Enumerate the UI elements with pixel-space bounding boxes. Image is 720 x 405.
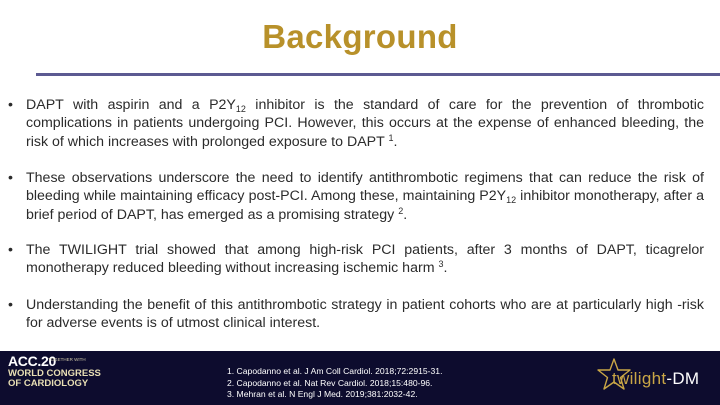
bullet-marker: • bbox=[8, 97, 13, 113]
citation-superscript: 1 bbox=[388, 132, 394, 143]
reference-item: 1. Capodanno et al. J Am Coll Cardiol. 2018;72:2915-31. bbox=[227, 366, 443, 376]
bullet-marker: • bbox=[8, 297, 13, 313]
bullet-text: These observations underscore the need to identify antithrombotic regimens that can reduce the risk of bleeding while maintaining efficacy post-PCI. Among these, maintaining P2Y bbox=[26, 170, 704, 205]
bullet-marker: • bbox=[8, 242, 13, 258]
acc-logo-lines bbox=[8, 369, 101, 389]
reference-item: 2. Capodanno et al. Nat Rev Cardiol. 2018;15:480-96. bbox=[227, 377, 433, 388]
citation-superscript: 3 bbox=[438, 259, 444, 270]
bullet-text: The TWILIGHT trial showed that among high-risk PCI patients, after 3 months of DAPT, ticagrelor monotherapy reduced bleeding without increasing ischemic harm bbox=[26, 242, 704, 277]
acc-logo-line2: WORLD CONGRESS bbox=[8, 368, 101, 379]
twilight-brand: twilight bbox=[612, 369, 667, 388]
slide-title: Background bbox=[262, 18, 458, 55]
title-divider bbox=[36, 73, 720, 76]
twilight-suffix: -DM bbox=[666, 369, 700, 388]
acc-logo-line1: ACC.20 bbox=[8, 353, 56, 369]
bullet-text: . bbox=[443, 260, 448, 277]
bullet-item bbox=[8, 296, 704, 333]
acc-logo-line3: OF CARDIOLOGY bbox=[8, 378, 89, 389]
subscript: 12 bbox=[235, 104, 246, 114]
acc20-logo bbox=[8, 355, 108, 401]
footer-bar bbox=[0, 351, 720, 405]
subscript: 12 bbox=[506, 195, 517, 206]
bullet-text: inhibitor monotherapy, after a brief period of DAPT, has emerged as a promising strategy bbox=[26, 188, 704, 223]
bullet-item bbox=[8, 169, 704, 224]
bullet-text: inhibitor is the standard of care for the prevention of thrombotic complications in patients undergoing PCI. However, this occurs at the expense of enhanced bleeding, the risk of which increases with prolonged exposure to DAPT bbox=[26, 97, 704, 150]
twilight-dm-wordmark bbox=[612, 369, 699, 389]
bullet-text: DAPT with aspirin and a P2Y bbox=[26, 97, 236, 113]
twilight-dm-logo bbox=[596, 355, 716, 403]
bullet-text: Understanding the benefit of this antithrombotic strategy in patient cohorts who are at particularly high -risk for adverse events is of utmost clinical interest. bbox=[26, 297, 704, 332]
bullet-text: . bbox=[403, 206, 408, 223]
bullet-marker: • bbox=[8, 170, 13, 186]
bullet-item bbox=[8, 96, 704, 151]
references bbox=[227, 366, 442, 401]
bullet-item bbox=[8, 241, 704, 278]
bullet-text: . bbox=[393, 133, 398, 150]
acc-logo-together: TOGETHER WITH bbox=[48, 357, 86, 362]
citation-superscript: 2 bbox=[398, 205, 404, 216]
reference-item: 3. Mehran et al. N Engl J Med. 2019;381:2032-42. bbox=[227, 389, 418, 399]
